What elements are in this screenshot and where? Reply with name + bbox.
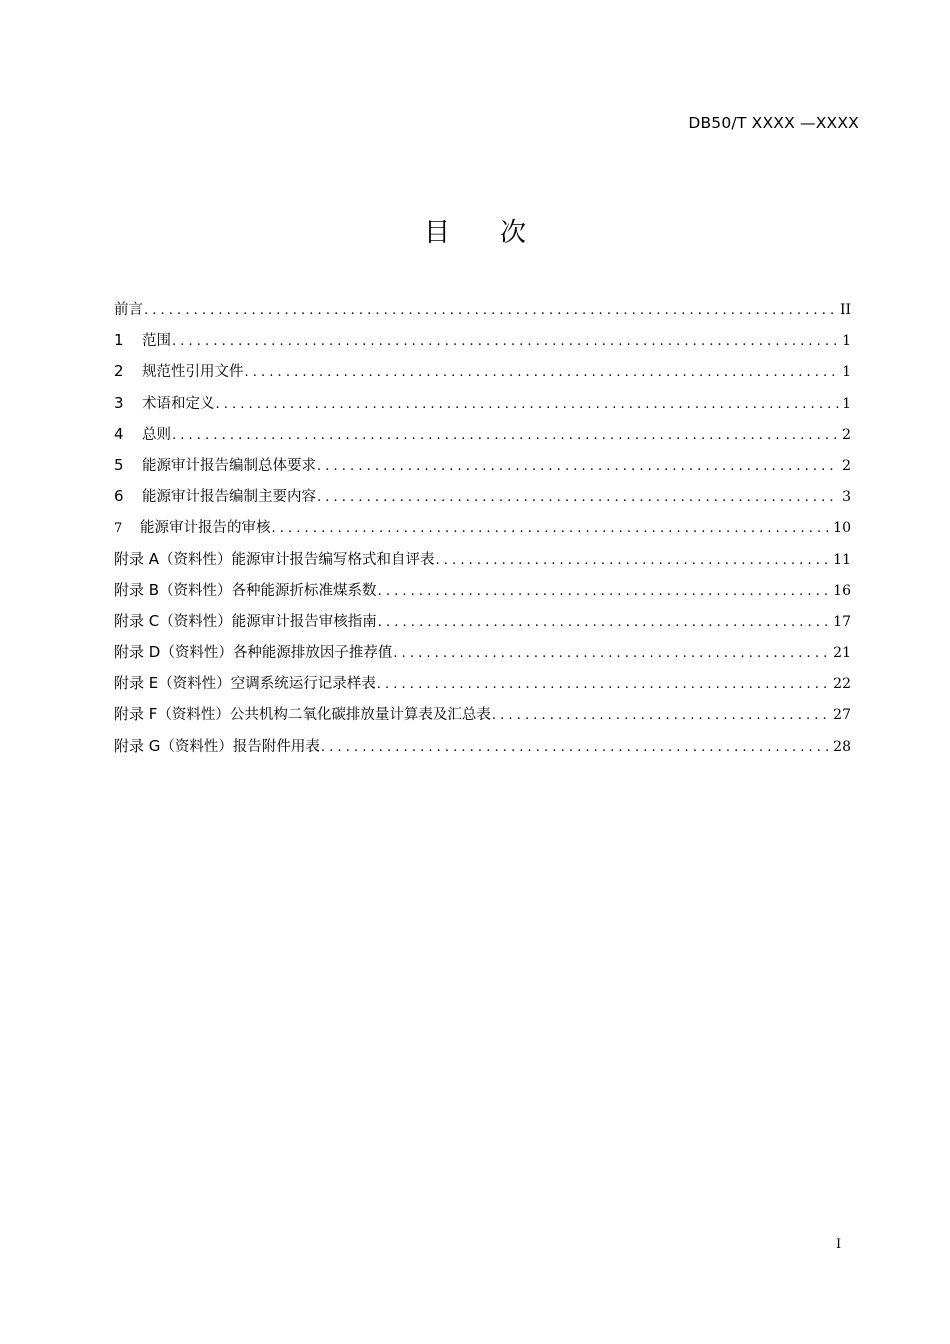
toc-entry-number: 7: [114, 521, 123, 537]
appendix-type: （资料性）: [160, 645, 233, 662]
toc-entry-page: 1: [842, 333, 851, 350]
toc-title-char-2: 次: [500, 218, 527, 248]
appendix-prefix: 附录 C: [114, 611, 160, 630]
dot-leader: [172, 334, 839, 349]
appendix-prefix: 附录 G: [114, 736, 161, 755]
toc-entry-page: 11: [833, 551, 851, 568]
appendix-prefix: 附录 D: [114, 643, 161, 662]
appendix-type: （资料性）: [159, 551, 232, 568]
toc-entry-label: 能源审计报告审核指南: [231, 613, 377, 630]
toc-entry-label: 能源审计报告编制总体要求: [142, 457, 316, 474]
toc-entry-page: 22: [833, 676, 851, 693]
toc-entry-page: 17: [833, 613, 851, 630]
toc-entry-label: 空调系统运行记录样表: [230, 676, 376, 693]
toc-title: [0, 212, 950, 249]
toc-entry-label: 能源审计报告的审核: [140, 520, 271, 537]
toc-entry-1[interactable]: [114, 329, 851, 360]
toc-entry-label: 前言: [114, 302, 143, 318]
toc-entry-page: 21: [833, 645, 851, 662]
toc-entry-number: 2: [114, 362, 124, 381]
toc-entry-number: 6: [114, 487, 124, 506]
toc-entry-page: 16: [833, 582, 851, 599]
appendix-prefix: 附录 E: [114, 674, 159, 693]
appendix-prefix: 附录 F: [114, 705, 158, 724]
toc-entry-appendix-f[interactable]: [114, 703, 851, 734]
toc-title-char-1: 目: [423, 218, 450, 248]
toc-entry-appendix-a[interactable]: [114, 548, 851, 579]
appendix-type: （资料性）: [157, 707, 230, 724]
toc-entry-page: 1: [842, 395, 851, 412]
toc-entry-4[interactable]: [114, 423, 851, 454]
toc-entry-number: 5: [114, 455, 124, 474]
toc-entry-page: 10: [833, 520, 851, 537]
dot-leader: [144, 303, 837, 318]
dot-leader: [321, 740, 830, 755]
dot-leader: [378, 584, 831, 599]
dot-leader: [317, 490, 839, 505]
dot-leader: [216, 397, 840, 412]
appendix-type: （资料性）: [158, 676, 231, 693]
toc-entry-appendix-g[interactable]: [114, 735, 851, 766]
toc-entry-number: 1: [114, 331, 124, 350]
toc-entry-label: 公共机构二氧化碳排放量计算表及汇总表: [229, 707, 491, 724]
toc-entry-label: 各种能源折标准煤系数: [231, 582, 377, 599]
toc-entry-appendix-c[interactable]: [114, 610, 851, 641]
toc-entry-page: 28: [833, 738, 851, 755]
appendix-type: （资料性）: [159, 582, 232, 599]
dot-leader: [377, 677, 830, 692]
toc-entry-2[interactable]: [114, 360, 851, 391]
toc-entry-page: 27: [833, 707, 851, 724]
document-code: DB50/T XXXX —XXXX: [688, 114, 859, 132]
dot-leader: [172, 428, 839, 443]
dot-leader: [245, 365, 840, 380]
toc-entry-number: 4: [114, 424, 124, 443]
appendix-prefix: 附录 A: [114, 549, 160, 568]
dot-leader: [436, 553, 831, 568]
table-of-contents: [114, 298, 851, 766]
dot-leader: [272, 521, 831, 536]
toc-entry-label: 各种能源排放因子推荐值: [232, 645, 393, 662]
toc-entry-label: 规范性引用文件: [142, 364, 244, 381]
toc-entry-6[interactable]: [114, 485, 851, 516]
toc-entry-appendix-b[interactable]: [114, 579, 851, 610]
appendix-type: （资料性）: [159, 613, 232, 630]
toc-entry-label: 范围: [142, 333, 171, 350]
toc-entry-label: 能源审计报告编制主要内容: [142, 489, 316, 506]
toc-entry-page: 3: [842, 489, 851, 506]
dot-leader: [317, 459, 839, 474]
toc-entry-3[interactable]: [114, 392, 851, 423]
toc-entry-foreword[interactable]: [114, 298, 851, 329]
toc-entry-page: 1: [842, 364, 851, 381]
dot-leader: [492, 708, 830, 723]
appendix-type: （资料性）: [160, 738, 233, 755]
toc-entry-label: 总则: [142, 426, 171, 443]
toc-entry-page: 2: [842, 457, 851, 474]
footer-page-number: I: [836, 1237, 842, 1252]
toc-entry-number: 3: [114, 393, 124, 412]
dot-leader: [378, 615, 830, 630]
appendix-prefix: 附录 B: [114, 580, 160, 599]
toc-entry-page: 2: [842, 426, 851, 443]
toc-entry-5[interactable]: [114, 454, 851, 485]
toc-entry-label: 术语和定义: [142, 395, 215, 412]
toc-entry-label: 能源审计报告编写格式和自评表: [231, 551, 435, 568]
toc-entry-label: 报告附件用表: [232, 738, 320, 755]
toc-entry-appendix-e[interactable]: [114, 672, 851, 703]
dot-leader: [393, 646, 830, 661]
toc-entry-appendix-d[interactable]: [114, 641, 851, 672]
toc-entry-page: II: [839, 302, 851, 318]
toc-entry-7[interactable]: [114, 516, 851, 547]
